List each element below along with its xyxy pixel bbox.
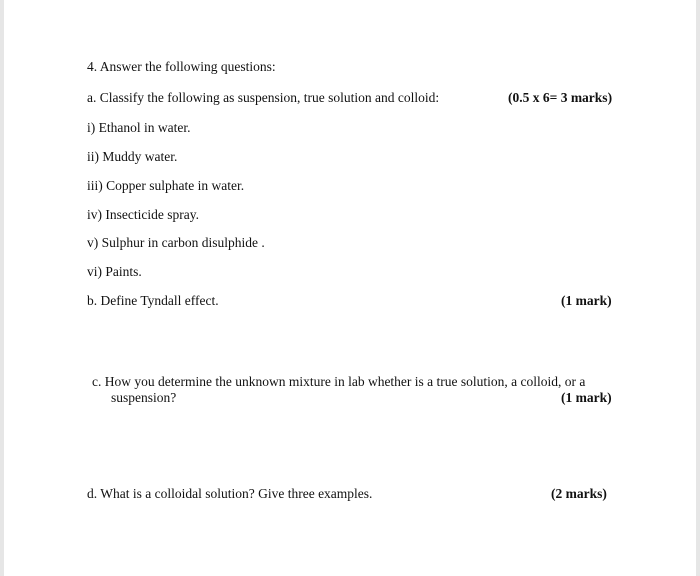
part-b-marks: (1 mark)	[561, 293, 612, 308]
part-a-item-4: iv) Insecticide spray.	[87, 207, 199, 222]
page-left-edge	[0, 0, 4, 576]
part-a-marks: (0.5 x 6= 3 marks)	[508, 90, 613, 105]
part-a-item-3: iii) Copper sulphate in water.	[87, 178, 245, 193]
page-right-edge	[696, 0, 700, 576]
question-heading: 4. Answer the following questions:	[87, 59, 276, 74]
part-a-item-6: vi) Paints.	[87, 264, 142, 279]
part-d-marks: (2 marks)	[551, 486, 607, 501]
part-a-prompt: a. Classify the following as suspension, true solution and colloid:	[87, 90, 440, 105]
part-c-prompt-line-2: suspension?	[111, 390, 177, 405]
part-a-item-2: ii) Muddy water.	[87, 149, 178, 164]
part-c-marks: (1 mark)	[561, 390, 612, 405]
part-d-prompt: d. What is a colloidal solution? Give three examples.	[87, 486, 373, 501]
part-a-item-5: v) Sulphur in carbon disulphide .	[87, 235, 265, 250]
part-a-item-1: i) Ethanol in water.	[87, 120, 191, 135]
part-b-prompt: b. Define Tyndall effect.	[87, 293, 219, 308]
part-c-prompt-line-1: c. How you determine the unknown mixture in lab whether is a true solution, a colloid, or a	[92, 374, 586, 389]
